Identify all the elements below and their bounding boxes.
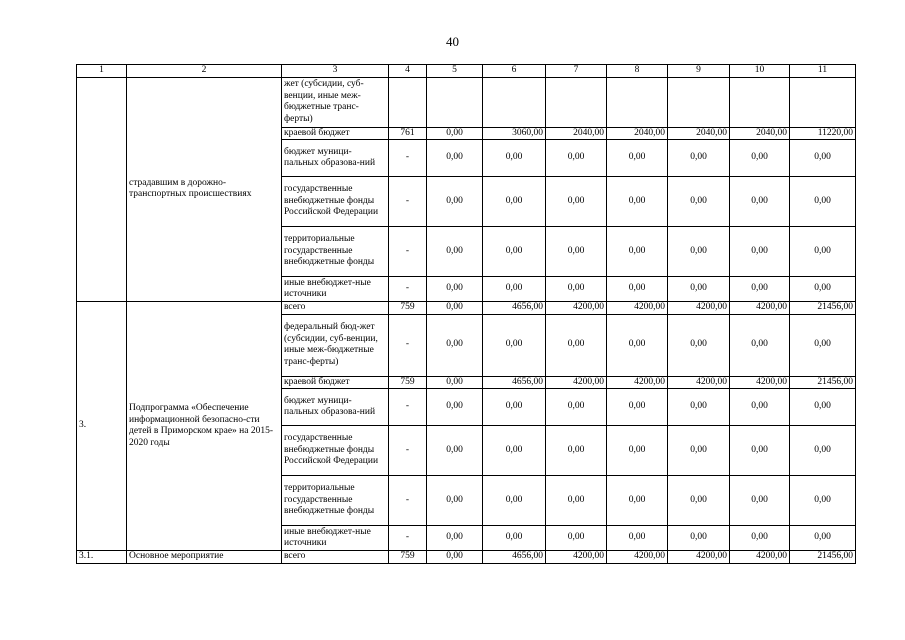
amount-cell: 0,00: [546, 277, 607, 302]
amount-cell: 0,00: [668, 314, 730, 376]
program-name-cell: Основное мероприятие: [127, 551, 282, 564]
amount-cell: 0,00: [668, 526, 730, 551]
budget-table-body: [77, 77, 856, 563]
amount-cell: 0,00: [427, 127, 483, 140]
budget-code-cell: 759: [389, 551, 427, 564]
item-number-cell: 3.1.: [77, 551, 127, 564]
budget-code-cell: 759: [389, 376, 427, 389]
budget-code-cell: [389, 77, 427, 127]
budget-code-cell: -: [389, 177, 427, 227]
amount-cell: [546, 77, 607, 127]
amount-cell: 2040,00: [730, 127, 790, 140]
amount-cell: 4200,00: [607, 551, 668, 564]
amount-cell: 0,00: [668, 277, 730, 302]
amount-cell: 0,00: [790, 277, 856, 302]
amount-cell: 0,00: [427, 140, 483, 177]
amount-cell: 0,00: [790, 389, 856, 426]
amount-cell: 0,00: [730, 389, 790, 426]
funding-source-cell: федеральный бюд-жет (субсидии, суб-венции, иные меж-бюджетные транс-ферты): [282, 314, 389, 376]
budget-code-cell: -: [389, 526, 427, 551]
amount-cell: 0,00: [546, 426, 607, 476]
amount-cell: 0,00: [427, 314, 483, 376]
amount-cell: 4200,00: [668, 302, 730, 315]
column-header: 5: [427, 65, 483, 78]
amount-cell: [790, 77, 856, 127]
amount-cell: 0,00: [607, 177, 668, 227]
amount-cell: 0,00: [668, 177, 730, 227]
amount-cell: 21456,00: [790, 302, 856, 315]
amount-cell: 0,00: [546, 227, 607, 277]
amount-cell: 0,00: [730, 314, 790, 376]
amount-cell: 0,00: [427, 389, 483, 426]
budget-code-cell: -: [389, 314, 427, 376]
amount-cell: 0,00: [427, 227, 483, 277]
amount-cell: 0,00: [607, 426, 668, 476]
amount-cell: 0,00: [790, 526, 856, 551]
amount-cell: [730, 77, 790, 127]
column-header: 2: [127, 65, 282, 78]
column-header: 1: [77, 65, 127, 78]
amount-cell: 0,00: [607, 476, 668, 526]
budget-code-cell: -: [389, 227, 427, 277]
amount-cell: [668, 77, 730, 127]
amount-cell: 0,00: [483, 426, 546, 476]
amount-cell: 0,00: [607, 140, 668, 177]
amount-cell: 0,00: [546, 177, 607, 227]
budget-code-cell: -: [389, 476, 427, 526]
funding-source-cell: государственные внебюджетные фонды Российской Федерации: [282, 177, 389, 227]
amount-cell: 0,00: [668, 476, 730, 526]
table-row: [77, 551, 856, 564]
amount-cell: 4200,00: [730, 551, 790, 564]
column-header: 4: [389, 65, 427, 78]
amount-cell: [607, 77, 668, 127]
budget-code-cell: -: [389, 140, 427, 177]
amount-cell: 0,00: [790, 177, 856, 227]
amount-cell: 0,00: [790, 426, 856, 476]
amount-cell: 0,00: [790, 476, 856, 526]
amount-cell: 4200,00: [668, 376, 730, 389]
amount-cell: 0,00: [790, 314, 856, 376]
amount-cell: 4200,00: [607, 376, 668, 389]
amount-cell: 4200,00: [730, 302, 790, 315]
amount-cell: 0,00: [483, 177, 546, 227]
amount-cell: 2040,00: [668, 127, 730, 140]
amount-cell: 4656,00: [483, 302, 546, 315]
funding-source-cell: иные внебюджет-ные источники: [282, 277, 389, 302]
amount-cell: 0,00: [427, 177, 483, 227]
amount-cell: 2040,00: [546, 127, 607, 140]
amount-cell: 4656,00: [483, 376, 546, 389]
amount-cell: 0,00: [546, 476, 607, 526]
page-number: 40: [446, 34, 459, 49]
amount-cell: 0,00: [546, 140, 607, 177]
amount-cell: 0,00: [427, 302, 483, 315]
amount-cell: 0,00: [427, 426, 483, 476]
amount-cell: 0,00: [730, 177, 790, 227]
amount-cell: 0,00: [730, 227, 790, 277]
funding-source-cell: иные внебюджет-ные источники: [282, 526, 389, 551]
amount-cell: [427, 77, 483, 127]
budget-code-cell: 759: [389, 302, 427, 315]
funding-source-cell: краевой бюджет: [282, 376, 389, 389]
column-header: 6: [483, 65, 546, 78]
amount-cell: 0,00: [483, 227, 546, 277]
program-name-cell: страдавшим в дорожно-транспортных происшествиях: [127, 77, 282, 302]
table-row: [77, 77, 856, 127]
column-header: 9: [668, 65, 730, 78]
column-header: 10: [730, 65, 790, 78]
amount-cell: 0,00: [427, 526, 483, 551]
amount-cell: 4200,00: [546, 302, 607, 315]
amount-cell: 0,00: [546, 314, 607, 376]
amount-cell: 4200,00: [546, 551, 607, 564]
item-number-cell: [77, 77, 127, 302]
amount-cell: 0,00: [483, 476, 546, 526]
column-header: 11: [790, 65, 856, 78]
funding-source-cell: бюджет муници-пальных образова-ний: [282, 389, 389, 426]
amount-cell: 0,00: [607, 389, 668, 426]
amount-cell: 0,00: [730, 526, 790, 551]
budget-code-cell: -: [389, 277, 427, 302]
amount-cell: [483, 77, 546, 127]
amount-cell: 0,00: [427, 277, 483, 302]
amount-cell: 4200,00: [546, 376, 607, 389]
funding-source-cell: всего: [282, 302, 389, 315]
amount-cell: 2040,00: [607, 127, 668, 140]
amount-cell: 0,00: [483, 526, 546, 551]
amount-cell: 0,00: [427, 476, 483, 526]
program-name-cell: Подпрограмма «Обеспечение информационной безопасно-сти детей в Приморском крае» на 2015-2020 годы: [127, 302, 282, 551]
amount-cell: 21456,00: [790, 551, 856, 564]
amount-cell: 0,00: [427, 376, 483, 389]
amount-cell: 0,00: [668, 426, 730, 476]
amount-cell: 0,00: [668, 389, 730, 426]
budget-table: [76, 64, 856, 564]
funding-source-cell: всего: [282, 551, 389, 564]
amount-cell: 0,00: [730, 426, 790, 476]
amount-cell: 0,00: [546, 389, 607, 426]
amount-cell: 0,00: [790, 227, 856, 277]
amount-cell: 0,00: [607, 314, 668, 376]
amount-cell: 4656,00: [483, 551, 546, 564]
funding-source-cell: жет (субсидии, суб-венции, иные меж-бюджетные транс-ферты): [282, 77, 389, 127]
amount-cell: 0,00: [483, 140, 546, 177]
amount-cell: 3060,00: [483, 127, 546, 140]
budget-code-cell: 761: [389, 127, 427, 140]
amount-cell: 0,00: [483, 277, 546, 302]
amount-cell: 0,00: [607, 526, 668, 551]
amount-cell: 0,00: [730, 140, 790, 177]
amount-cell: 0,00: [427, 551, 483, 564]
column-number-header-row: [77, 65, 856, 78]
funding-source-cell: государственные внебюджетные фонды Российской Федерации: [282, 426, 389, 476]
amount-cell: 0,00: [483, 389, 546, 426]
amount-cell: 4200,00: [607, 302, 668, 315]
amount-cell: 0,00: [730, 277, 790, 302]
amount-cell: 0,00: [546, 526, 607, 551]
amount-cell: 0,00: [790, 140, 856, 177]
item-number-cell: 3.: [77, 302, 127, 551]
amount-cell: 0,00: [730, 476, 790, 526]
amount-cell: 21456,00: [790, 376, 856, 389]
budget-code-cell: -: [389, 426, 427, 476]
amount-cell: 0,00: [668, 140, 730, 177]
funding-source-cell: территориальные государственные внебюджетные фонды: [282, 476, 389, 526]
budget-code-cell: -: [389, 389, 427, 426]
funding-source-cell: бюджет муници-пальных образова-ний: [282, 140, 389, 177]
amount-cell: 0,00: [607, 227, 668, 277]
column-header: 7: [546, 65, 607, 78]
amount-cell: 4200,00: [730, 376, 790, 389]
column-header: 8: [607, 65, 668, 78]
column-header: 3: [282, 65, 389, 78]
amount-cell: 4200,00: [668, 551, 730, 564]
table-row: [77, 302, 856, 315]
amount-cell: 0,00: [607, 277, 668, 302]
amount-cell: 0,00: [668, 227, 730, 277]
funding-source-cell: краевой бюджет: [282, 127, 389, 140]
funding-source-cell: территориальные государственные внебюджетные фонды: [282, 227, 389, 277]
amount-cell: 0,00: [483, 314, 546, 376]
amount-cell: 11220,00: [790, 127, 856, 140]
